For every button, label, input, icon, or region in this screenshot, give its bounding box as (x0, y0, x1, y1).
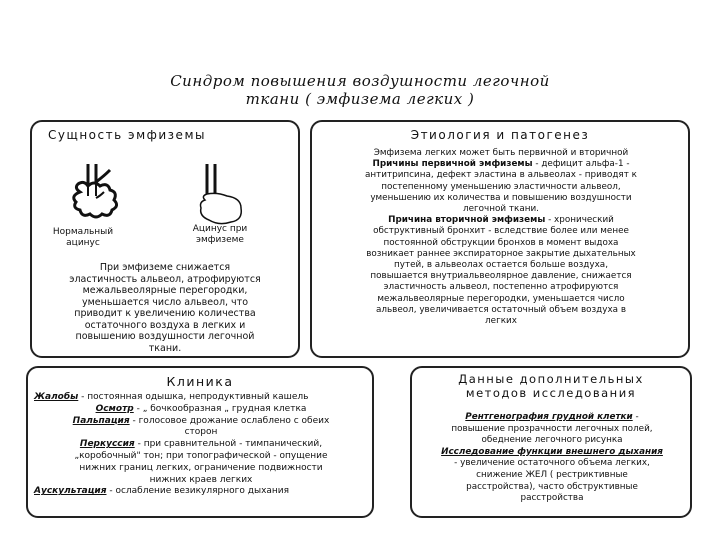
complaints-label: Жалобы (34, 392, 79, 402)
palpation-label: Пальпация (72, 415, 130, 426)
fvd-label: Исследование функции внешнего дыхания (441, 446, 663, 457)
title-line-2: ткани ( эмфизема легких ) (245, 90, 475, 108)
etiology-box (310, 120, 690, 358)
auscultation-label: Аускультация (34, 486, 107, 497)
clinic-box (26, 366, 374, 518)
exam-label: Осмотр (95, 403, 134, 414)
etiology-heading: Этиология и патогенез (410, 128, 590, 142)
xray-label: Рентгенография грудной клетки (465, 412, 633, 422)
clinic-text: Жалобы - постоянная одышка, непродуктивный кашель Осмотр - „ бочкообразная „ грудная клетка Пальпация - голосовое дрожание ослаблено с обеих сторон Перкуссия - при сравнительной - тимпанический, „коробочный" тон; при топографической - опущение нижних границ легких, ограничение подвижности нижних краев легких Аускультация - ослабление везикулярного дыхания (34, 392, 330, 497)
methods-box (410, 366, 692, 518)
page-title (110, 72, 610, 108)
secondary-label: Причина вторичной эмфиземы (388, 215, 546, 226)
methods-heading: Данные дополнительных методов исследования (458, 372, 644, 400)
primary-label: Причины первичной эмфиземы (372, 159, 533, 170)
clinic-heading: Клиника (166, 374, 234, 389)
etiology-text: Эмфизема легких может быть первичной и вторичной Причины первичной эмфиземы - дефицит альфа-1 - антитрипсина, дефект эластина в альвеолах - приводят к постепенному уменьшению эластичности альвеол, уменьшению их количества и повышению воздушности легочной ткани. Причина вторичной эмфиземы - хронический обструктивный бронхит - вследствие более или менее постоянной обструкции бронхов в момент выдоха возникает раннее экспираторное закрытие дыхательных путей, в альвеолах остается больше воздуха, повышается внутриальвеолярное давление, снижается эластичность альвеол, постепенно атрофируются межальвеолярные перегородки, уменьшается число альвеол, увеличивается остаточный объем воздуха в легких (365, 148, 637, 327)
normal-acinus-label: Нормальный ацинус (52, 227, 114, 248)
percussion-label: Перкуссия (79, 439, 135, 450)
emphysema-acinus-icon (187, 162, 257, 227)
methods-text: Рентгенография грудной клетки - повышение прозрачности легочных полей, обеднение легочного рисунка Исследование функции внешнего дыхания - увеличение остаточного объема легких, снижение ЖЕЛ ( рестриктивные расстройства), часто обструктивные расстройства (418, 412, 686, 505)
emphysema-acinus-label: Ацинус при эмфиземе (192, 224, 248, 245)
essence-heading: Сущность эмфиземы (48, 128, 206, 142)
essence-text: При эмфиземе снижается эластичность альвеол, атрофируются межальвеолярные перегородки, уменьшается число альвеол, что приводит к увеличению количества остаточного воздуха в легких и повышению воздушности легочной ткани. (69, 262, 261, 354)
essence-box (30, 120, 300, 358)
title-line-1: Синдром повышения воздушности легочной (170, 72, 550, 90)
normal-acinus-icon (60, 162, 130, 227)
